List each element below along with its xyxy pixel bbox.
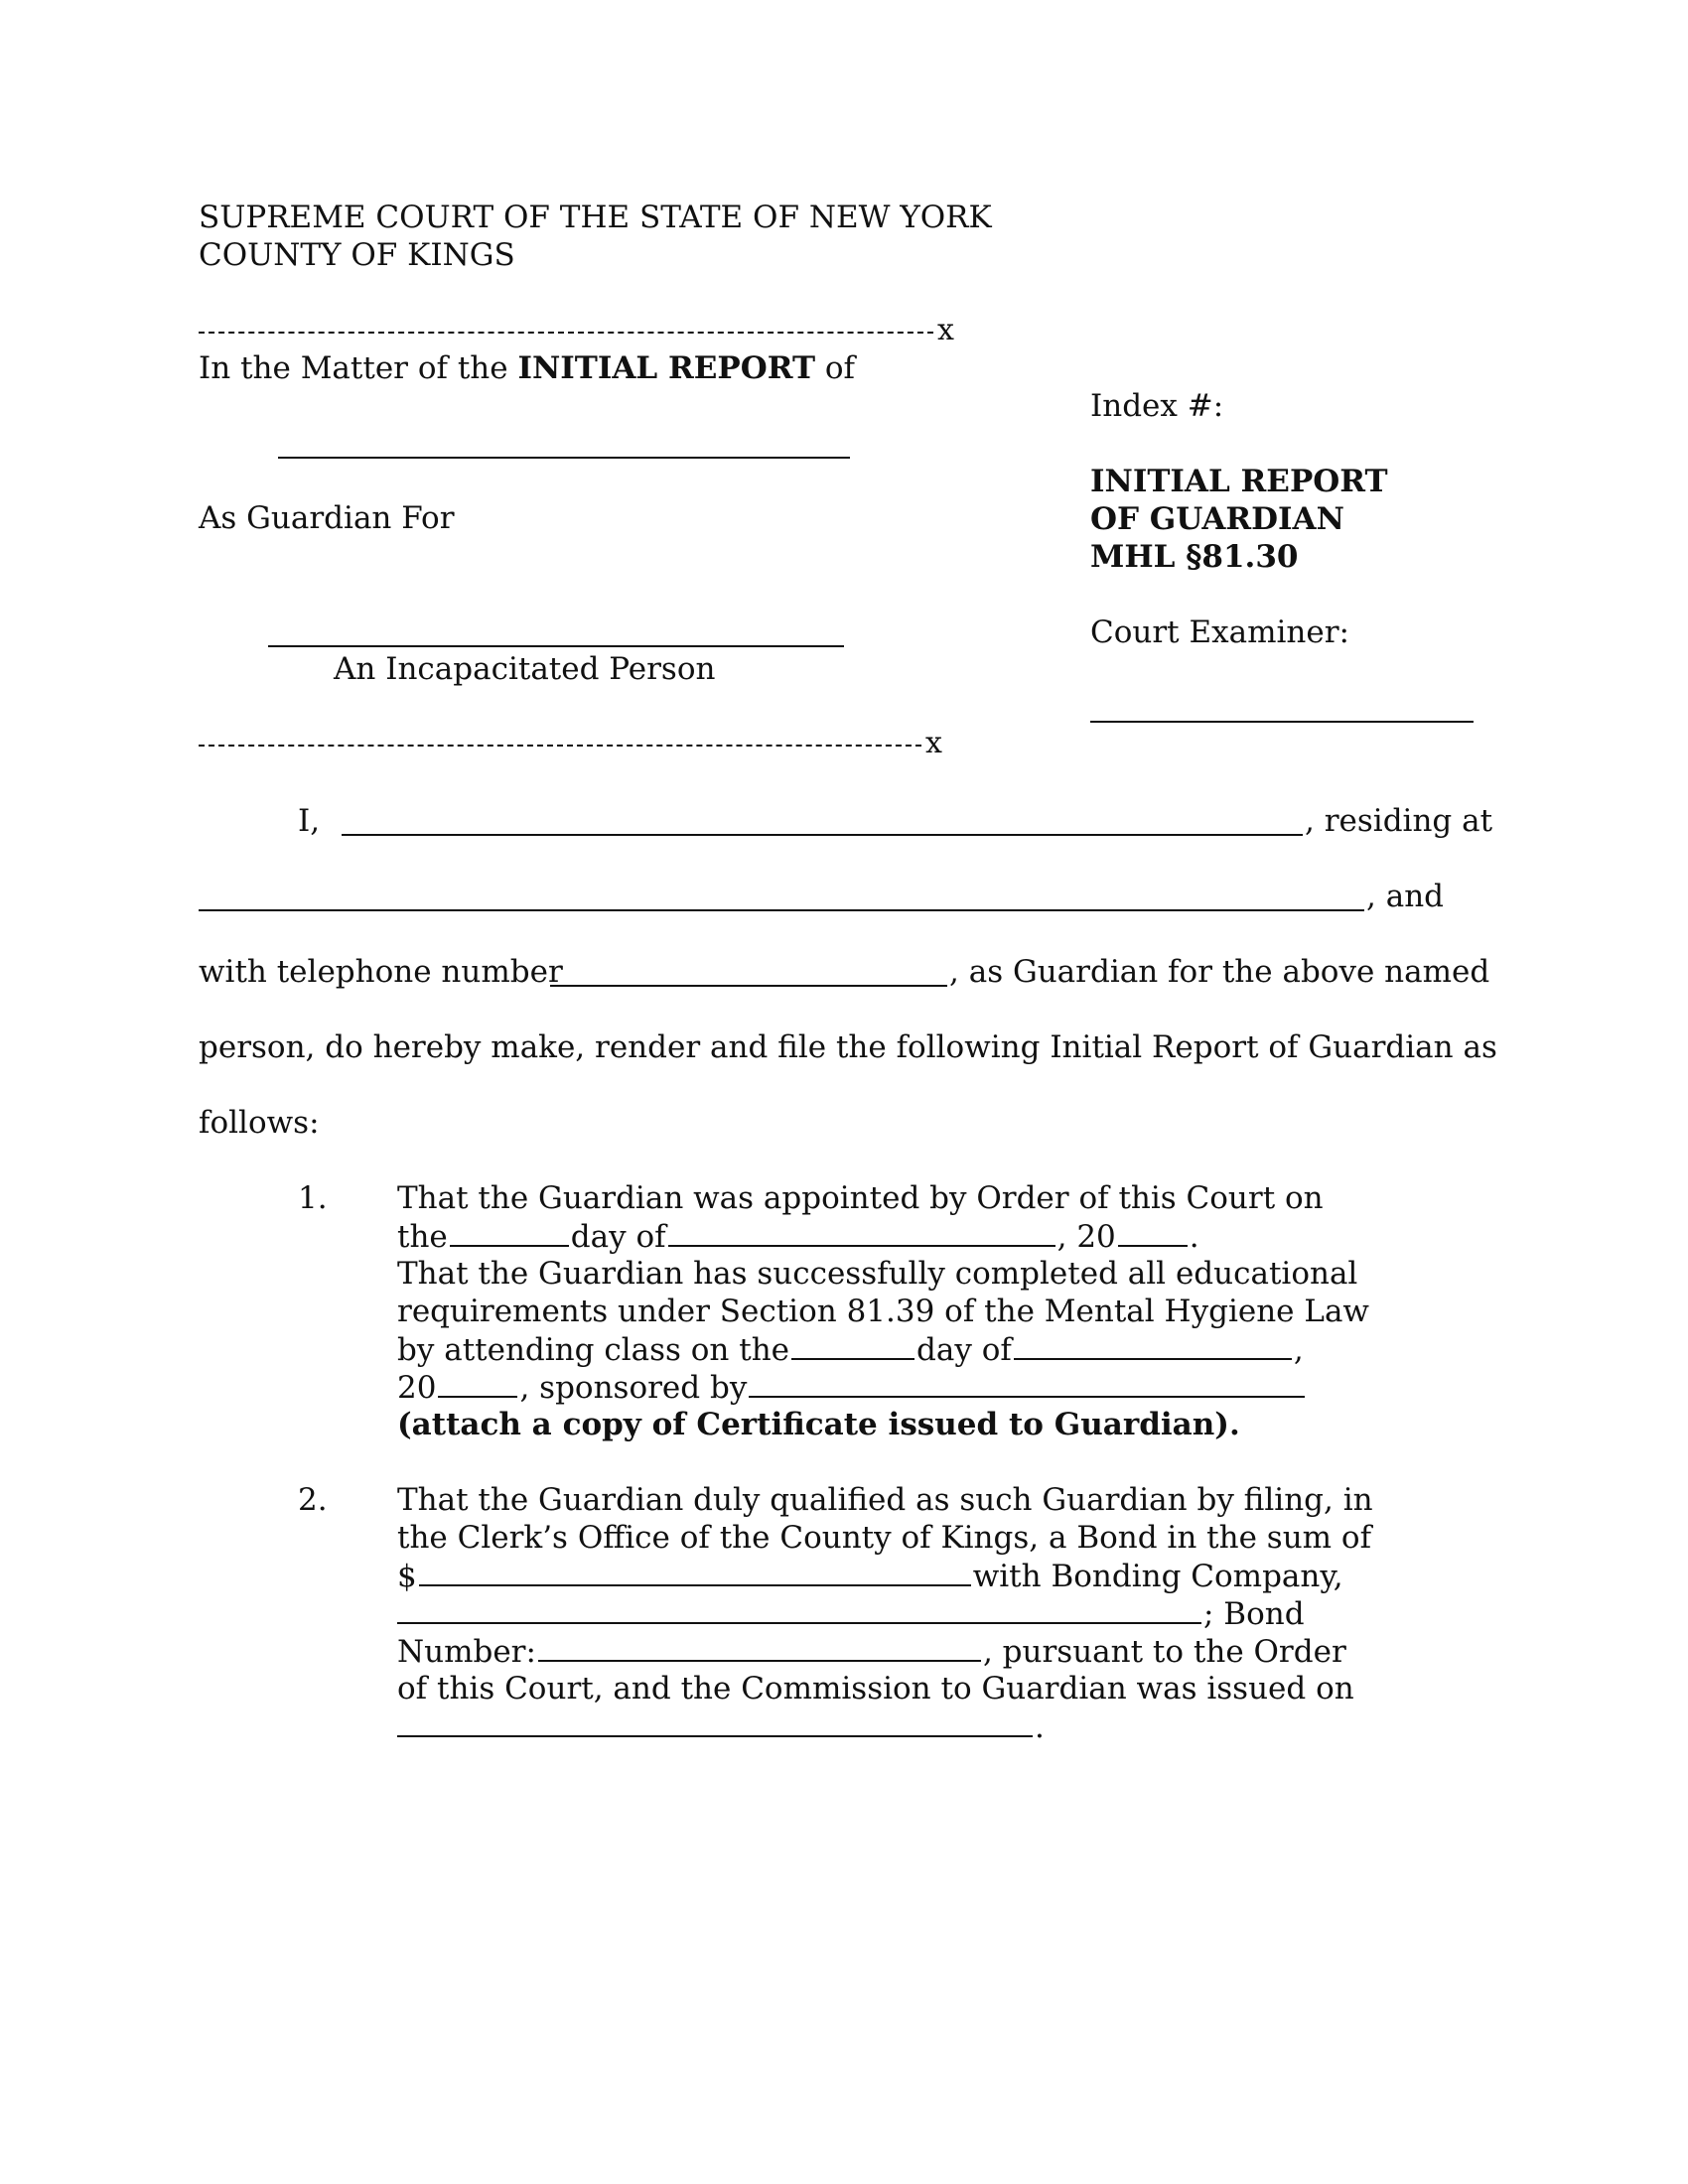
item1-line5: by attending class on the day of ,	[397, 1332, 1304, 1368]
item1-line4: requirements under Section 81.39 of the Mental Hygiene Law	[397, 1294, 1369, 1329]
certificate-note: (attach a copy of Certificate issued to Guardian).	[397, 1407, 1240, 1442]
caption-top-x: x	[937, 313, 954, 347]
caption-bottom-x: x	[925, 726, 942, 760]
class-month-field[interactable]	[1014, 1330, 1292, 1360]
telephone-suffix: , as Guardian for the above named	[949, 954, 1490, 990]
item1-line1: That the Guardian was appointed by Order of this Court on	[397, 1180, 1324, 1216]
document-title-line3: MHL §81.30	[1090, 539, 1299, 575]
telephone-label: with telephone number	[199, 954, 563, 990]
item1-line2: the day of , 20 .	[397, 1219, 1199, 1255]
appointment-month-field[interactable]	[668, 1217, 1055, 1247]
incapacitated-person-name-field[interactable]	[268, 645, 844, 647]
appointment-year-field[interactable]	[1118, 1217, 1188, 1247]
court-name: SUPREME COURT OF THE STATE OF NEW YORK	[199, 200, 992, 235]
sponsor-field[interactable]	[749, 1368, 1305, 1398]
appointment-day-field[interactable]	[450, 1217, 569, 1247]
item2-line3: $ with Bonding Company,	[397, 1559, 1343, 1594]
item1-line6: 20 , sponsored by	[397, 1368, 1307, 1407]
guardian-full-name-field[interactable]	[342, 834, 1303, 836]
and-label: , and	[1366, 879, 1444, 914]
incapacitated-person-label: An Incapacitated Person	[334, 651, 716, 687]
item2-line2: the Clerk’s Office of the County of Kings, a Bond in the sum of	[397, 1520, 1372, 1556]
residing-at-label: , residing at	[1305, 803, 1493, 839]
bond-amount-field[interactable]	[419, 1557, 971, 1586]
intro-i-label: I,	[298, 803, 321, 839]
bond-number-field[interactable]	[538, 1632, 981, 1662]
class-day-field[interactable]	[791, 1330, 914, 1360]
index-number-label: Index #:	[1090, 388, 1224, 424]
telephone-field[interactable]	[550, 985, 947, 987]
item2-line4: ; Bond	[397, 1594, 1305, 1633]
matter-line: In the Matter of the INITIAL REPORT of	[199, 350, 856, 386]
item2-line7: .	[397, 1707, 1045, 1746]
intro-line4: person, do hereby make, render and file the following Initial Report of Guardian as	[199, 1029, 1497, 1065]
item1-number: 1.	[298, 1180, 328, 1216]
class-year-field[interactable]	[438, 1368, 517, 1398]
court-examiner-field[interactable]	[1090, 721, 1474, 723]
as-guardian-for-label: As Guardian For	[199, 500, 455, 536]
item2-number: 2.	[298, 1482, 328, 1518]
commission-date-field[interactable]	[397, 1707, 1033, 1737]
document-title-line2: OF GUARDIAN	[1090, 501, 1344, 537]
bonding-company-field[interactable]	[397, 1594, 1201, 1624]
guardian-name-field[interactable]	[278, 457, 850, 459]
county-name: COUNTY OF KINGS	[199, 237, 515, 273]
document-title-line1: INITIAL REPORT	[1090, 464, 1388, 499]
residence-address-field[interactable]	[199, 909, 1364, 911]
item2-line6: of this Court, and the Commission to Guardian was issued on	[397, 1671, 1354, 1706]
intro-line5: follows:	[199, 1105, 320, 1141]
court-examiner-label: Court Examiner:	[1090, 614, 1349, 650]
item2-line1: That the Guardian duly qualified as such Guardian by filing, in	[397, 1482, 1373, 1518]
item2-line5: Number: , pursuant to the Order	[397, 1634, 1346, 1670]
item1-line3: That the Guardian has successfully completed all educational	[397, 1256, 1358, 1292]
